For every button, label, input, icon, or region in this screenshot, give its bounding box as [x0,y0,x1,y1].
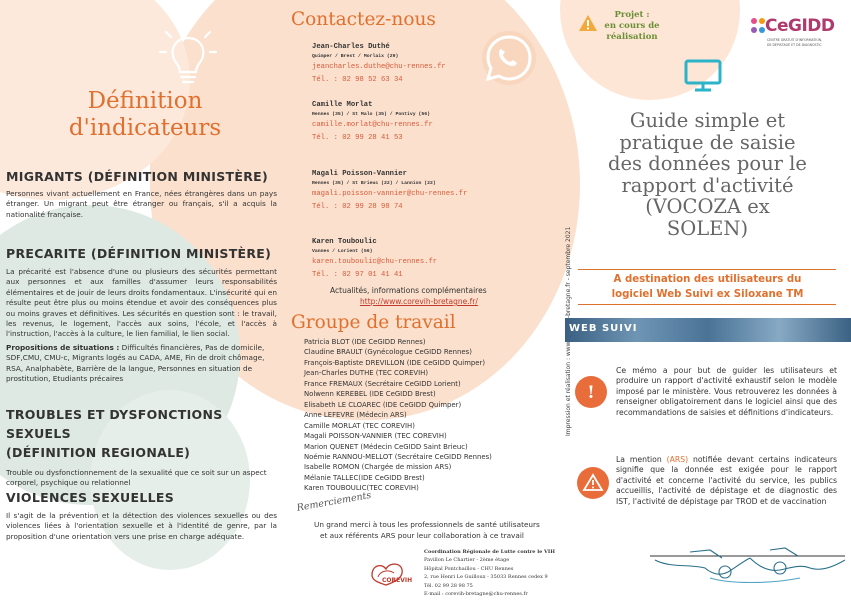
destination-top-rule [578,269,836,270]
banner-text: WEB SUIVI [569,323,638,334]
group-title: Groupe de travail [291,312,456,333]
contact-email-link[interactable]: jeancharles.duthe@chu-rennes.fr [312,63,446,71]
section-migrants [6,167,277,220]
address-block [424,548,555,598]
warning-icon [578,14,598,32]
web-suivi-banner [565,318,851,342]
list-item: Jean-Charles DUTHE (TEC COREVIH) [304,369,429,378]
section-text: La précarité est l'absence d'une ou plusieurs des sécurités permettant aux personnes et aux familles d'assumer leurs responsabilités élémentaires et de jouir de leurs droits fondamentaux. L'insécurité qui en résulte peut être plus ou moins étendue et avoir des conséquences plus ou moins graves et définitives. Les sécurités en question sont : le travail, les revenus, le logement, l'accès aux soins, l'école, et l'accès à l'instruction, l'accès à la culture, le lien familial, le lien social. [6,267,277,339]
address-line: Pavillon Le Chartier - 2ème étage [424,557,510,564]
section-heading-sub: (DÉFINITION REGIONALE) [6,445,191,460]
contact-phone: Tél. : 02 97 01 41 41 [312,271,403,279]
address-line: Coordination Régionale de Lutte contre le VIH [424,549,555,555]
list-item: Claudine BRAULT (Gynécologue CeGIDD Rennes) [304,348,472,357]
list-item: Karen TOUBOULIC(TEC COREVIH) [304,484,419,493]
contact-phone: Tél. : 02 99 28 98 74 [312,203,403,211]
situations-text: Propositions de situations : Difficultés financières, Pas de domicile, SDF,CMU, CMU-c, Migrants logés au CADA, AME, Fin de droit chômage, RSA, Analphabète, Barrière de la langue, Personnes en situation de prostitution, Etudiants précaires [6,342,265,384]
contact-email-link[interactable]: camille.morlat@chu-rennes.fr [312,121,433,129]
contact-card-duthe [312,43,487,84]
contact-name: Jean-Charles Duthé [312,43,390,51]
list-item: France FREMAUX (Secrétaire CeGIDD Lorient) [304,379,461,388]
list-item: Anne LEFEVRE (Médecin ARS) [304,411,407,420]
address-line: Hôpital Pontchaillou - CHU Rennes [424,565,514,572]
section-text: Personnes vivant actuellement en France, nées étrangères dans un pays étranger. Un migrant peut être étranger ou français, s'il a acquis la nationalité française. [6,189,277,219]
list-item: Marion QUENET (Médecin CeGIDD Saint Brieuc) [304,442,468,451]
info-circle [575,376,607,408]
destination-bottom-rule [578,304,836,305]
list-item: Nolwenn KEREBEL (IDE CeGIDD Brest) [304,390,436,399]
contact-email-link[interactable]: magali.poisson-vannier@chu-rennes.fr [312,190,468,198]
page-title-definitions: Définition d'indicateurs [68,88,222,141]
info-text-1: Ce mémo a pour but de guider les utilisateurs et produire un rapport d'activité exhaustif selon le modèle imposé par le ministère. Vous retrouverez les données à renseigner obligatoirement dans le logiciel ainsi que des recommandations de saisies et définitions d'indicateurs. [616,366,837,417]
guide-title: Guide simple et pratique de saisie des données pour le rapport d'activité (VOCOZA ex SOLEN) [608,109,807,240]
hands-illustration [650,538,845,588]
contact-name: Camille Morlat [312,101,373,109]
section-heading: TROUBLES ET DYSFONCTIONS SEXUELS [6,407,223,441]
info-link[interactable]: http://www.corevih-bretagne.fr/ [360,297,478,306]
contact-location: Quimper / Brest / Morlaix (29) [312,54,399,59]
contact-card-touboulic [312,238,487,279]
contact-title: Contactez-nous [291,9,436,30]
section-text: Il s'agit de la prévention et la détection des violences sexuelles ou des violences liées à l'orientation sexuelle et à l'identité de genre, par la proposition d'une orientation vers une prise en charge adéquate. [6,511,277,541]
corevih-logo-text: COREVIH [382,577,413,584]
section-precarite [6,244,277,384]
thanks-line-2: et aux référents ARS pour leur collaboration à ce travail [320,531,524,540]
members-list [304,337,544,494]
list-item: Patricia BLOT (IDE CeGIDD Rennes) [304,338,426,346]
vertical-credit [565,161,572,436]
cegidd-logo [745,13,835,51]
info-text: Actualités, informations complémentaires [330,286,487,295]
thanks-line-1: Un grand merci à tous les professionnels de santé utilisateurs [314,520,540,529]
contact-name: Magali Poisson-Vannier [312,170,407,178]
list-item: François-Baptiste DREVILLON (IDE CeGIDD Quimper) [304,358,486,367]
contact-card-poisson-vannier [312,170,502,211]
alert-circle [577,467,609,499]
list-item: Isabelle ROMON (Chargée de mission ARS) [304,463,452,472]
contact-location: Rennes (35) / St Malo (35) / Pontivy (56) [312,112,431,117]
list-item: Elisabeth LE CLOAREC (IDE CeGIDD Quimper) [304,400,462,409]
section-heading: VIOLENCES SEXUELLES [6,490,175,505]
cegidd-logo-text: CeGIDD [765,16,835,36]
destination-text: A destination des utilisateurs du logiciel Web Suivi ex Siloxane TM [611,274,804,300]
info-text-2: La mention (ARS) notifiée devant certains indicateurs signifie que la donnée est exigée pour le rapport d'activité et concerne l'activité du service, les publics accueillis, l'activité de dépistage et de diagnostic des IST, l'activité de dépistage par TROD et de vaccination [616,455,838,506]
monitor-icon [683,58,723,94]
contact-phone: Tél. : 02 98 52 63 34 [312,76,403,84]
project-status: Projet : en cours de réalisation [604,10,660,42]
cegidd-logo-sub1: CENTRE GRATUIT D'INFORMATION, [767,38,823,42]
section-violences [6,488,277,542]
address-line: Tél. 02 99 28 98 75 [424,582,473,589]
svg-text:!: ! [587,383,595,403]
section-troubles [6,405,281,489]
section-heading: MIGRANTS (DÉFINITION MINISTÈRE) [6,169,268,184]
address-line: 2, rue Henri Le Guilloux - 35033 Rennes cedex 9 [424,574,548,581]
section-text: Trouble ou dysfonctionnement de la sexualité que ce soit sur un aspect corporel, psychique ou relationnel [6,468,267,488]
thanks-title: Remerciements [296,489,373,514]
lightbulb-icon [158,20,218,90]
contact-location: Rennes (35) / St Brieuc (22) / Lannion (22) [312,181,436,186]
contact-email-link[interactable]: karen.touboulic@chu-rennes.fr [312,258,438,266]
list-item: Mélanie TALLEC(IDE CeGIDD Brest) [304,473,425,482]
list-item: Magali POISSON-VANNIER (TEC COREVIH) [304,432,447,441]
contact-name: Karen Touboulic [312,238,377,246]
corevih-logo [368,557,414,589]
contact-card-morlat [312,101,487,142]
contact-location: Vannes / Lorient (56) [312,249,373,254]
contact-phone: Tél. : 02 99 28 41 53 [312,134,403,142]
cegidd-logo-sub2: DE DÉPISTAGE ET DE DIAGNOSTIC [767,43,822,47]
list-item: Camille MORLAT (TEC COREVIH) [304,421,415,430]
address-line: E-mail : corevih-bretagne@chu-rennes.fr [424,591,528,598]
list-item: Noémie RANNOU-MELLOT (Secrétaire CeGIDD Rennes) [304,452,492,461]
section-heading: PRECARITE (DÉFINITION MINISTÈRE) [6,246,272,261]
